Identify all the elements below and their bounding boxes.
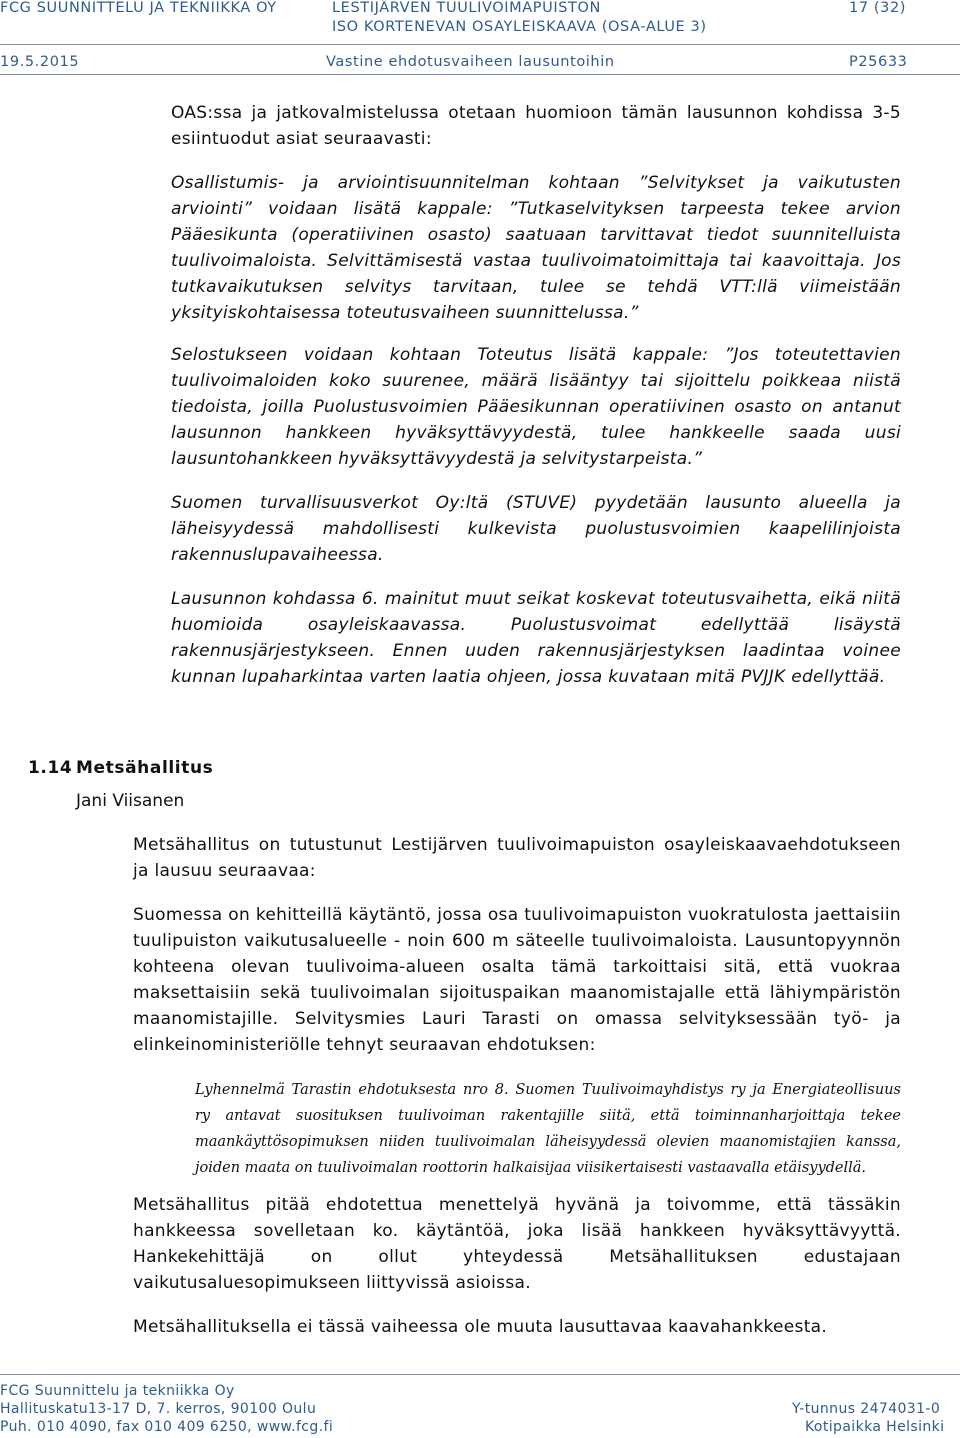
header-date: 19.5.2015: [0, 54, 80, 70]
header-doc-code: P25633: [849, 54, 908, 70]
section-author: Jani Viisanen: [76, 791, 185, 811]
section1-paragraph-5: Lausunnon kohdassa 6. mainitut muut seikat koskevat toteutusvaihetta, eikä niitä huomioida osayleiskaavassa. Puolustusvoimat edellyttää lisäystä rakennusjärjestykseen. Ennen uuden rakennusjärjestyksen laadintaa voinee kunnan lupaharkintaa varten laatia ohjeen, jossa kuvataan mitä PVJJK edellyttää.: [171, 589, 901, 687]
header-subtitle: Vastine ehdotusvaiheen lausuntoihin: [326, 54, 615, 70]
header-page-number: 17 (32): [849, 0, 907, 16]
footer-business-id: Y-tunnus 2474031-0: [792, 1401, 941, 1417]
section2-quote: Lyhennelmä Tarastin ehdotuksesta nro 8. Suomen Tuulivoimayhdistys ry ja Energiateollisuus ry antavat suosituksen tuulivoiman rakentajille siitä, että toiminnanharjoittaja tekee maankäyttösopimuksen niiden tuulivoimalan läheisyydessä olevien maanomistajien kanssa, joiden maata on tuulivoimalan roottorin halkaisijaa viisikertaisesti vastaavalla etäisyydellä.: [195, 1082, 901, 1176]
footer-address: Hallituskatu13-17 D, 7. kerros, 90100 Oulu: [0, 1401, 317, 1417]
header-divider: [0, 44, 960, 45]
section2-paragraph-2: Suomessa on kehitteillä käytäntö, jossa osa tuulivoimapuiston vuokratulosta jaettaisiin tuulipuiston vaikutusalueelle - noin 600 m säteelle tuulivoimaloista. Lausuntopyynnön kohteena olevan tuulivoima-alueen osalta tämä tarkoittaisi sitä, että vuokraa maksettaisiin sekä tuulivoimalan sijoituspaikan maanomistajalle että lähiympäristön maanomistajille. Selvitysmies Lauri Tarasti on omassa selvityksessään työ- ja elinkeinoministeriölle tehnyt seuraavan ehdotuksen:: [133, 905, 901, 1055]
footer-divider: [0, 1374, 960, 1375]
header-project-line1: LESTIJÄRVEN TUULIVOIMAPUISTON: [332, 0, 601, 16]
section-heading: [28, 758, 213, 778]
header-company: FCG SUUNNITTELU JA TEKNIIKKA OY: [0, 0, 277, 16]
section-title: Metsähallitus: [76, 758, 214, 778]
section2-paragraph-4: Metsähallituksella ei tässä vaiheessa ole muuta lausuttavaa kaavahankkeesta.: [133, 1317, 828, 1337]
footer-contact: Puh. 010 4090, fax 010 409 6250, www.fcg.fi: [0, 1419, 334, 1435]
footer-company: FCG Suunnittelu ja tekniikka Oy: [0, 1383, 235, 1399]
header-project-line2: ISO KORTENEVAN OSAYLEISKAAVA (OSA-ALUE 3): [332, 19, 707, 35]
footer-domicile: Kotipaikka Helsinki: [805, 1419, 945, 1435]
section2-paragraph-1: Metsähallitus on tutustunut Lestijärven tuulivoimapuiston osayleiskaavaehdotukseen ja lausuu seuraavaa:: [133, 835, 901, 881]
section-number: 1.14: [28, 758, 73, 778]
section1-paragraph-3: Selostukseen voidaan kohtaan Toteutus lisätä kappale: ”Jos toteutettavien tuulivoimaloiden koko suurenee, määrä lisääntyy tai sijoittelu poikkeaa niistä tiedoista, joilla Puolustusvoimien Pääesikunnan operatiivinen osasto on antanut lausunnon hankkeen hyväksyttävyydestä, tulee hankkeelle saada uusi lausuntohankkeen hyväksyttävyydestä ja selvitystarpeista.”: [171, 345, 901, 469]
section1-paragraph-2: Osallistumis- ja arviointisuunnitelman kohtaan ”Selvitykset ja vaikutusten arviointi” voidaan lisätä kappale: ”Tutkaselvityksen tarpeesta tekee arvion Pääesikunta (operatiivinen osasto) saatuaan tarvittavat tiedot suunnitelluista tuulivoimaloista. Selvittämisestä vastaa tuulivoimatoimittaja tai kaavoittaja. Jos tutkavaikutuksen selvitys tarvitaan, tulee se tehdä VTT:llä viimeistään yksityiskohtaisessa toteutusvaiheen suunnittelussa.”: [171, 173, 901, 323]
section1-paragraph-1: OAS:ssa ja jatkovalmistelussa otetaan huomioon tämän lausunnon kohdissa 3-5 esiintuodut asiat seuraavasti:: [171, 103, 901, 149]
section2-paragraph-3: Metsähallitus pitää ehdotettua menettelyä hyvänä ja toivomme, että tässäkin hankkeessa sovelletaan ko. käytäntöä, joka lisää hankkeen hyväksyttävyyttä. Hankekehittäjä on ollut yhteydessä Metsähallituksen edustajaan vaikutusaluesopimukseen liittyvissä asioissa.: [133, 1195, 901, 1293]
section1-paragraph-4: Suomen turvallisuusverkot Oy:ltä (STUVE) pyydetään lausunto alueella ja läheisyydessä mahdollisesti kulkevista puolustusvoimien kaapelilinjoista rakennuslupavaiheessa.: [171, 493, 901, 565]
subheader-divider: [0, 74, 960, 75]
